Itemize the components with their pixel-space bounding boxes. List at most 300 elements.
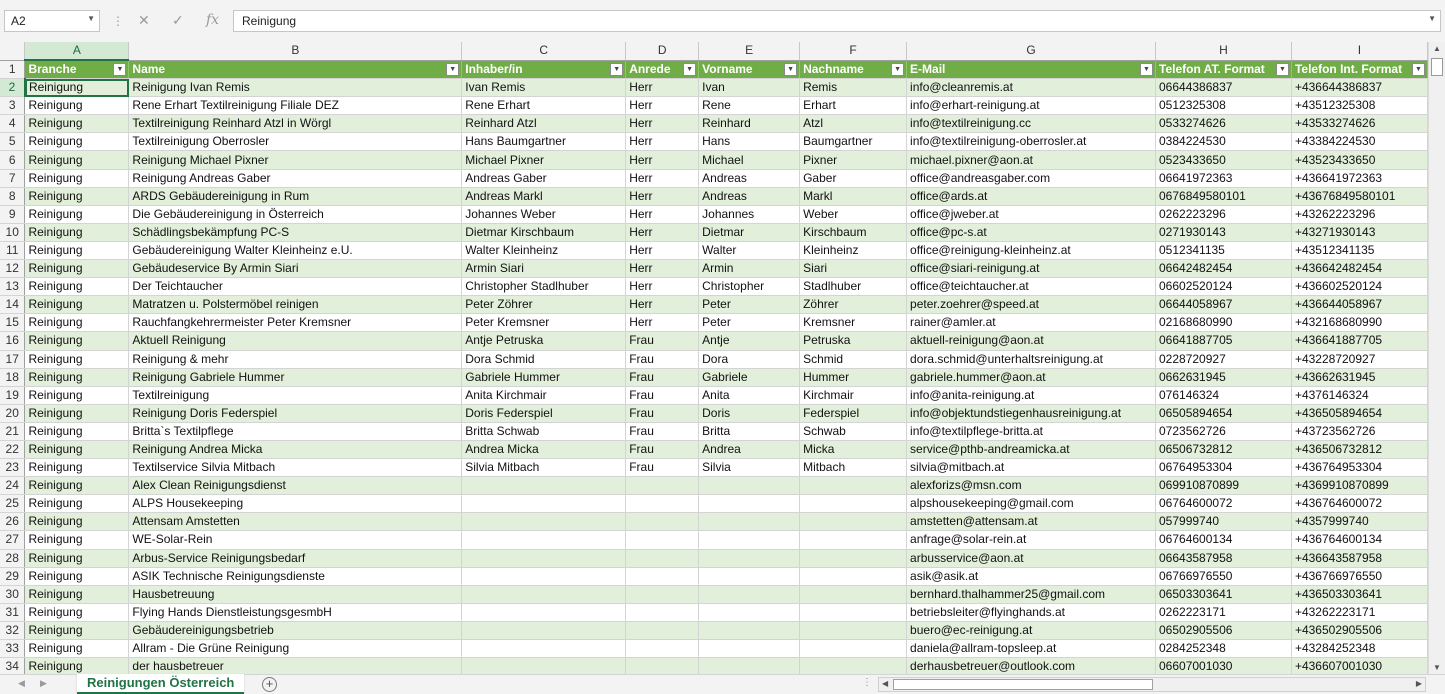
horizontal-scrollbar[interactable] [878,677,1426,692]
table-cell[interactable] [699,531,800,549]
table-cell[interactable]: dora.schmid@unterhaltsreinigung.at [907,350,1156,368]
table-cell[interactable]: 06643587958 [1156,549,1292,567]
table-cell[interactable]: Herr [626,169,699,187]
table-cell[interactable]: WE-Solar-Rein [129,531,462,549]
table-cell[interactable]: bernhard.thalhammer25@gmail.com [907,585,1156,603]
table-cell[interactable]: office@jweber.at [907,205,1156,223]
table-cell[interactable]: Reinigung [25,549,129,567]
table-cell[interactable] [626,640,699,658]
table-cell[interactable]: Reinigung [25,187,129,205]
table-cell[interactable]: Flying Hands DienstleistungsgesmbH [129,603,462,621]
scrollbar-thumb[interactable] [893,679,1153,690]
table-cell[interactable]: Reinhard [699,115,800,133]
table-cell[interactable] [699,477,800,495]
table-cell[interactable]: Ivan Remis [462,79,626,97]
table-cell[interactable] [626,549,699,567]
table-cell[interactable]: info@textilreinigung-oberrosler.at [907,133,1156,151]
table-cell[interactable]: Reinigung Ivan Remis [129,79,462,97]
table-cell[interactable]: +43676849580101 [1291,187,1427,205]
table-cell[interactable]: Kremsner [800,314,907,332]
table-cell[interactable]: Herr [626,115,699,133]
table-cell[interactable] [699,513,800,531]
table-cell[interactable]: +436607001030 [1291,658,1427,674]
row-header[interactable]: 25 [0,495,25,513]
table-cell[interactable]: office@teichtaucher.at [907,278,1156,296]
table-cell[interactable]: amstetten@attensam.at [907,513,1156,531]
table-cell[interactable] [626,603,699,621]
row-header[interactable]: 6 [0,151,25,169]
table-cell[interactable] [462,495,626,513]
table-cell[interactable]: asik@asik.at [907,567,1156,585]
table-cell[interactable]: Armin [699,260,800,278]
table-cell[interactable] [800,640,907,658]
row-header[interactable]: 13 [0,278,25,296]
row-header[interactable]: 29 [0,567,25,585]
table-cell[interactable]: Doris [699,404,800,422]
fx-icon[interactable]: fx [206,12,220,28]
table-cell[interactable]: Remis [800,79,907,97]
row-header[interactable]: 22 [0,440,25,458]
scrollbar-thumb[interactable] [1431,58,1443,76]
table-cell[interactable]: Reinigung [25,603,129,621]
table-cell[interactable]: info@erhart-reinigung.at [907,97,1156,115]
table-cell[interactable]: +43384224530 [1291,133,1427,151]
table-cell[interactable]: +436642482454 [1291,260,1427,278]
table-cell[interactable]: Gebäudereinigung Walter Kleinheinz e.U. [129,241,462,259]
table-cell[interactable]: Dietmar [699,223,800,241]
table-cell[interactable]: Herr [626,205,699,223]
table-cell[interactable]: 06503303641 [1156,585,1292,603]
column-header-a[interactable]: A [25,42,129,60]
table-cell[interactable]: Reinigung [25,133,129,151]
table-cell[interactable]: Reinigung [25,440,129,458]
prev-sheet-icon[interactable]: ◀ [18,678,25,688]
table-cell[interactable]: +436644386837 [1291,79,1427,97]
table-cell[interactable]: 0512341135 [1156,241,1292,259]
table-cell[interactable]: Herr [626,187,699,205]
table-cell[interactable] [626,621,699,639]
column-header-h[interactable]: H [1156,42,1292,60]
table-cell[interactable]: Andreas Markl [462,187,626,205]
table-cell[interactable]: Arbus-Service Reinigungsbedarf [129,549,462,567]
table-cell[interactable]: Dora [699,350,800,368]
table-cell[interactable]: 0662631945 [1156,368,1292,386]
table-cell[interactable]: Reinigung Doris Federspiel [129,404,462,422]
x-icon[interactable]: ✕ [138,12,150,28]
table-cell[interactable] [699,585,800,603]
table-cell[interactable]: Andreas Gaber [462,169,626,187]
filter-dropdown-icon[interactable]: ▼ [1276,63,1289,76]
table-cell[interactable]: Anita Kirchmair [462,386,626,404]
table-cell[interactable]: office@ards.at [907,187,1156,205]
table-cell[interactable] [462,658,626,674]
drag-handle-icon[interactable]: ⋮ [112,14,124,28]
column-header-e[interactable]: E [699,42,800,60]
table-cell[interactable]: +432168680990 [1291,314,1427,332]
table-cell[interactable] [699,567,800,585]
check-icon[interactable]: ✓ [172,12,184,28]
table-cell[interactable]: Weber [800,205,907,223]
table-cell[interactable]: 06505894654 [1156,404,1292,422]
table-cell[interactable]: silvia@mitbach.at [907,459,1156,477]
table-cell[interactable]: office@reinigung-kleinheinz.at [907,241,1156,259]
table-cell[interactable]: 06766976550 [1156,567,1292,585]
table-cell[interactable]: Antje [699,332,800,350]
table-cell[interactable]: Reinigung [25,567,129,585]
table-cell[interactable] [800,531,907,549]
table-cell[interactable]: Britta`s Textilpflege [129,422,462,440]
table-cell[interactable]: Reinigung [25,495,129,513]
table-cell[interactable] [699,495,800,513]
table-cell[interactable]: Armin Siari [462,260,626,278]
row-header[interactable]: 8 [0,187,25,205]
table-cell[interactable]: Rauchfangkehrermeister Peter Kremsner [129,314,462,332]
table-cell[interactable]: Reinigung [25,314,129,332]
table-cell[interactable]: Reinigung [25,151,129,169]
table-cell[interactable]: Peter Zöhrer [462,296,626,314]
table-cell[interactable]: Reinigung [25,531,129,549]
row-header[interactable]: 28 [0,549,25,567]
table-cell[interactable] [462,477,626,495]
table-cell[interactable]: +4376146324 [1291,386,1427,404]
table-cell[interactable]: Baumgartner [800,133,907,151]
table-cell[interactable]: Kirschbaum [800,223,907,241]
row-header[interactable]: 1 [0,60,25,79]
table-cell[interactable]: +43723562726 [1291,422,1427,440]
table-cell[interactable]: 076146324 [1156,386,1292,404]
table-cell[interactable]: Gebäudereinigungsbetrieb [129,621,462,639]
table-cell[interactable]: +436506732812 [1291,440,1427,458]
table-cell[interactable]: Federspiel [800,404,907,422]
table-cell[interactable]: +436766976550 [1291,567,1427,585]
table-cell[interactable]: Michael [699,151,800,169]
row-header[interactable]: 26 [0,513,25,531]
table-cell[interactable]: Gaber [800,169,907,187]
table-cell[interactable]: +4369910870899 [1291,477,1427,495]
table-cell[interactable]: Gabriele [699,368,800,386]
table-cell[interactable]: Matratzen u. Polstermöbel reinigen [129,296,462,314]
table-cell[interactable]: 06506732812 [1156,440,1292,458]
row-header[interactable]: 16 [0,332,25,350]
table-cell[interactable] [800,603,907,621]
table-cell[interactable]: ALPS Housekeeping [129,495,462,513]
table-cell[interactable]: Pixner [800,151,907,169]
row-header[interactable]: 33 [0,640,25,658]
row-header[interactable]: 3 [0,97,25,115]
chevron-down-icon[interactable]: ▼ [1428,14,1436,23]
table-cell[interactable]: Erhart [800,97,907,115]
table-cell[interactable]: Andrea [699,440,800,458]
table-cell[interactable]: ASIK Technische Reinigungsdienste [129,567,462,585]
table-cell[interactable]: 06644386837 [1156,79,1292,97]
table-cell[interactable]: Frau [626,350,699,368]
table-cell[interactable]: Reinigung [25,459,129,477]
table-cell[interactable]: ARDS Gebäudereinigung in Rum [129,187,462,205]
table-cell[interactable]: Kirchmair [800,386,907,404]
table-cell[interactable]: Gebäudeservice By Armin Siari [129,260,462,278]
scroll-up-icon[interactable]: ▲ [1433,44,1441,53]
table-cell[interactable]: Dietmar Kirschbaum [462,223,626,241]
table-cell[interactable]: +43228720927 [1291,350,1427,368]
table-cell[interactable]: +43512325308 [1291,97,1427,115]
table-cell[interactable]: +436644058967 [1291,296,1427,314]
table-cell[interactable]: Britta Schwab [462,422,626,440]
table-cell[interactable]: Johannes [699,205,800,223]
row-header[interactable]: 18 [0,368,25,386]
table-cell[interactable] [800,585,907,603]
filter-dropdown-icon[interactable]: ▼ [1412,63,1425,76]
table-cell[interactable] [462,567,626,585]
table-cell[interactable]: Reinigung [25,422,129,440]
table-cell[interactable]: Kleinheinz [800,241,907,259]
table-cell[interactable]: Peter [699,296,800,314]
table-cell[interactable]: Frau [626,440,699,458]
column-header-f[interactable]: F [800,42,907,60]
table-cell[interactable] [462,513,626,531]
table-cell[interactable]: Britta [699,422,800,440]
table-cell[interactable]: michael.pixner@aon.at [907,151,1156,169]
column-header-g[interactable]: G [907,42,1156,60]
table-cell[interactable] [462,549,626,567]
row-header[interactable]: 31 [0,603,25,621]
table-cell[interactable]: +436764953304 [1291,459,1427,477]
table-cell[interactable] [699,549,800,567]
row-header[interactable]: 12 [0,260,25,278]
table-cell[interactable] [626,531,699,549]
table-cell[interactable]: Peter Kremsner [462,314,626,332]
table-cell[interactable]: Reinigung [25,223,129,241]
table-cell[interactable]: 0512325308 [1156,97,1292,115]
table-cell[interactable]: Christopher [699,278,800,296]
table-cell[interactable]: Stadlhuber [800,278,907,296]
table-cell[interactable] [462,585,626,603]
vertical-scrollbar[interactable] [1428,42,1445,674]
table-cell[interactable]: 02168680990 [1156,314,1292,332]
table-cell[interactable]: Reinigung [25,79,129,97]
table-cell[interactable]: service@pthb-andreamicka.at [907,440,1156,458]
table-cell[interactable] [462,621,626,639]
table-cell[interactable]: office@pc-s.at [907,223,1156,241]
table-cell[interactable]: 0262223296 [1156,205,1292,223]
table-cell[interactable]: Peter [699,314,800,332]
table-cell[interactable]: Andreas [699,187,800,205]
table-cell[interactable]: Schädlingsbekämpfung PC-S [129,223,462,241]
table-cell[interactable]: 0523433650 [1156,151,1292,169]
table-cell[interactable] [462,603,626,621]
table-cell[interactable]: Textilservice Silvia Mitbach [129,459,462,477]
table-cell[interactable]: +43533274626 [1291,115,1427,133]
table-cell[interactable]: Frau [626,332,699,350]
table-cell[interactable]: Atzl [800,115,907,133]
table-cell[interactable]: Reinigung [25,368,129,386]
table-cell[interactable]: +436641972363 [1291,169,1427,187]
table-cell[interactable]: 0228720927 [1156,350,1292,368]
table-cell[interactable]: info@textilpflege-britta.at [907,422,1156,440]
row-header[interactable]: 10 [0,223,25,241]
next-sheet-icon[interactable]: ▶ [40,678,47,688]
row-header[interactable]: 30 [0,585,25,603]
table-cell[interactable]: +43262223171 [1291,603,1427,621]
add-sheet-icon[interactable]: + [262,677,277,692]
table-cell[interactable]: info@anita-reinigung.at [907,386,1156,404]
table-cell[interactable]: Herr [626,260,699,278]
table-cell[interactable]: Reinigung [25,332,129,350]
filter-dropdown-icon[interactable]: ▼ [784,63,797,76]
table-cell[interactable]: Schmid [800,350,907,368]
row-header[interactable]: 2 [0,79,25,97]
column-header-d[interactable]: D [626,42,699,60]
spreadsheet-grid[interactable] [0,42,1428,674]
table-cell[interactable]: +436602520124 [1291,278,1427,296]
table-cell[interactable]: 06764953304 [1156,459,1292,477]
table-cell[interactable]: Gabriele Hummer [462,368,626,386]
table-cell[interactable]: 06642482454 [1156,260,1292,278]
table-cell[interactable]: 06502905506 [1156,621,1292,639]
table-cell[interactable]: Die Gebäudereinigung in Österreich [129,205,462,223]
table-cell[interactable]: Herr [626,133,699,151]
row-header[interactable]: 9 [0,205,25,223]
table-cell[interactable]: Reinigung [25,477,129,495]
table-cell[interactable]: Herr [626,296,699,314]
table-cell[interactable]: 0676849580101 [1156,187,1292,205]
table-cell[interactable]: 057999740 [1156,513,1292,531]
table-cell[interactable]: info@objektundstiegenhausreinigung.at [907,404,1156,422]
table-header-cell[interactable] [25,60,129,79]
table-header-cell[interactable] [699,60,800,79]
more-icon[interactable]: ⋮ [862,677,872,688]
table-cell[interactable] [626,658,699,674]
row-header[interactable]: 21 [0,422,25,440]
row-header[interactable]: 15 [0,314,25,332]
table-cell[interactable]: Walter Kleinheinz [462,241,626,259]
table-cell[interactable]: 06641972363 [1156,169,1292,187]
table-cell[interactable]: office@siari-reinigung.at [907,260,1156,278]
table-cell[interactable]: info@textilreinigung.cc [907,115,1156,133]
table-cell[interactable] [699,603,800,621]
table-cell[interactable]: Frau [626,386,699,404]
row-header[interactable]: 34 [0,658,25,674]
table-cell[interactable]: 0284252348 [1156,640,1292,658]
table-cell[interactable]: Herr [626,79,699,97]
table-cell[interactable]: office@andreasgaber.com [907,169,1156,187]
filter-dropdown-icon[interactable]: ▼ [113,63,126,76]
column-header-i[interactable]: I [1291,42,1427,60]
table-cell[interactable]: +4357999740 [1291,513,1427,531]
table-cell[interactable]: +43512341135 [1291,241,1427,259]
name-box[interactable] [4,10,100,32]
table-cell[interactable]: Silvia [699,459,800,477]
table-cell[interactable]: Reinigung Michael Pixner [129,151,462,169]
table-cell[interactable]: Reinigung [25,260,129,278]
table-cell[interactable]: alpshousekeeping@gmail.com [907,495,1156,513]
table-cell[interactable]: 06641887705 [1156,332,1292,350]
table-cell[interactable]: Ivan [699,79,800,97]
table-cell[interactable] [626,585,699,603]
table-cell[interactable]: Reinigung [25,169,129,187]
table-cell[interactable]: Dora Schmid [462,350,626,368]
table-cell[interactable]: 0384224530 [1156,133,1292,151]
table-cell[interactable]: 0723562726 [1156,422,1292,440]
table-header-cell[interactable] [1291,60,1427,79]
table-cell[interactable]: Frau [626,459,699,477]
table-cell[interactable]: Hausbetreuung [129,585,462,603]
table-cell[interactable] [626,567,699,585]
table-cell[interactable]: Der Teichtaucher [129,278,462,296]
table-cell[interactable]: Rene [699,97,800,115]
table-cell[interactable] [800,621,907,639]
table-cell[interactable] [800,549,907,567]
row-header[interactable]: 5 [0,133,25,151]
table-header-cell[interactable] [462,60,626,79]
table-cell[interactable]: Anita [699,386,800,404]
row-header[interactable]: 27 [0,531,25,549]
table-cell[interactable]: Reinigung [25,97,129,115]
table-cell[interactable]: Frau [626,422,699,440]
row-header[interactable]: 14 [0,296,25,314]
table-cell[interactable]: 06764600134 [1156,531,1292,549]
table-cell[interactable]: aktuell-reinigung@aon.at [907,332,1156,350]
table-cell[interactable] [800,477,907,495]
table-cell[interactable]: Hans Baumgartner [462,133,626,151]
table-header-cell[interactable] [800,60,907,79]
table-cell[interactable]: Textilreinigung Reinhard Atzl in Wörgl [129,115,462,133]
table-cell[interactable]: peter.zoehrer@speed.at [907,296,1156,314]
table-cell[interactable]: Reinigung [25,585,129,603]
table-cell[interactable]: Textilreinigung Oberrosler [129,133,462,151]
table-cell[interactable]: Rene Erhart Textilreinigung Filiale DEZ [129,97,462,115]
table-cell[interactable]: +43662631945 [1291,368,1427,386]
table-cell[interactable]: Herr [626,223,699,241]
table-cell[interactable]: Doris Federspiel [462,404,626,422]
table-cell[interactable]: Reinigung [25,404,129,422]
table-cell[interactable]: 0262223171 [1156,603,1292,621]
table-cell[interactable] [626,477,699,495]
table-cell[interactable]: 069910870899 [1156,477,1292,495]
table-cell[interactable]: Michael Pixner [462,151,626,169]
table-header-cell[interactable] [907,60,1156,79]
table-cell[interactable]: +436641887705 [1291,332,1427,350]
table-cell[interactable]: +43284252348 [1291,640,1427,658]
table-cell[interactable]: +436502905506 [1291,621,1427,639]
column-header-c[interactable]: C [462,42,626,60]
table-cell[interactable]: Andreas [699,169,800,187]
chevron-down-icon[interactable]: ▼ [87,14,95,23]
table-cell[interactable]: Hans [699,133,800,151]
table-cell[interactable]: 06607001030 [1156,658,1292,674]
table-cell[interactable]: Johannes Weber [462,205,626,223]
row-header[interactable]: 19 [0,386,25,404]
table-cell[interactable]: Reinigung [25,241,129,259]
table-cell[interactable]: Reinhard Atzl [462,115,626,133]
filter-dropdown-icon[interactable]: ▼ [1140,63,1153,76]
table-cell[interactable]: Herr [626,314,699,332]
table-cell[interactable]: Reinigung & mehr [129,350,462,368]
select-all-corner[interactable] [0,42,25,60]
table-cell[interactable]: arbusservice@aon.at [907,549,1156,567]
table-cell[interactable]: 06602520124 [1156,278,1292,296]
table-cell[interactable]: Reinigung [25,513,129,531]
table-cell[interactable] [462,531,626,549]
table-cell[interactable]: der hausbetreuer [129,658,462,674]
table-cell[interactable] [800,658,907,674]
table-cell[interactable]: +436764600134 [1291,531,1427,549]
table-cell[interactable]: Herr [626,241,699,259]
table-cell[interactable]: Reinigung [25,621,129,639]
row-header[interactable]: 17 [0,350,25,368]
table-cell[interactable]: Zöhrer [800,296,907,314]
table-cell[interactable]: Reinigung Andreas Gaber [129,169,462,187]
table-cell[interactable]: +436503303641 [1291,585,1427,603]
